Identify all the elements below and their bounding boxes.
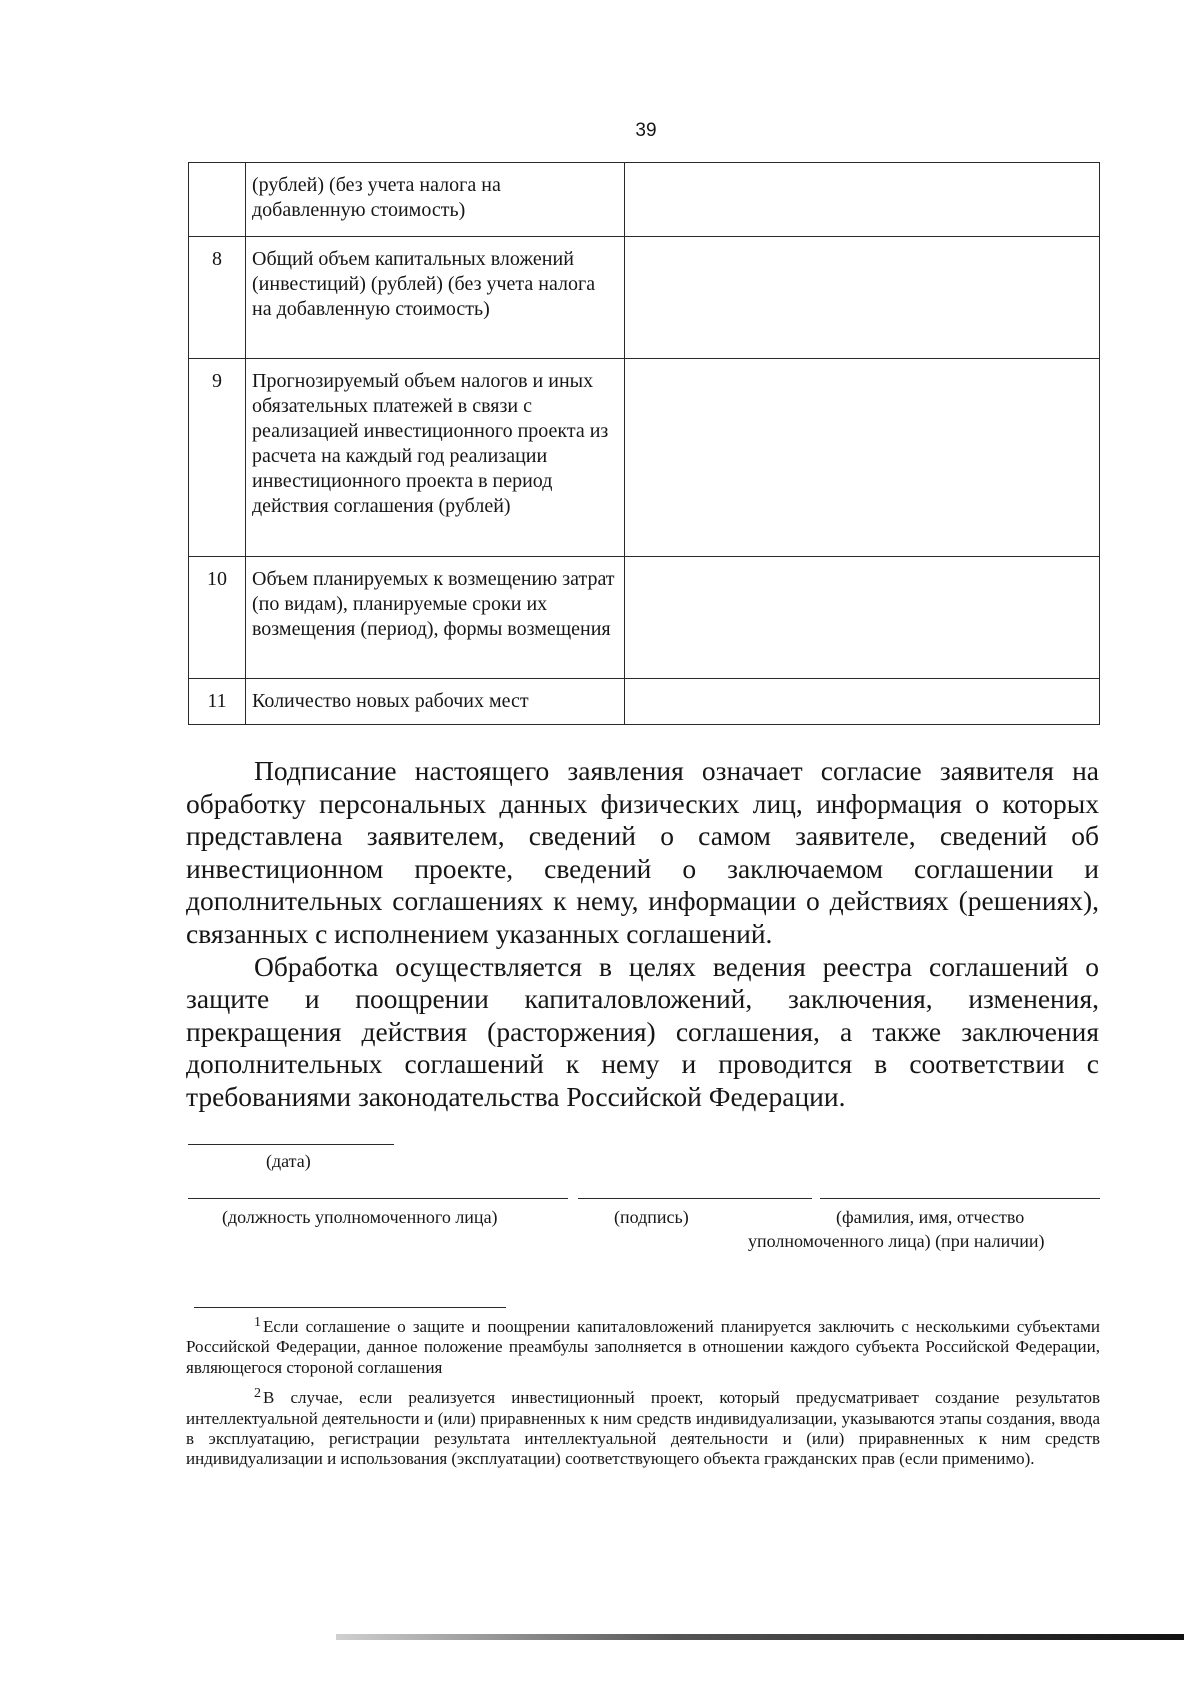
row-description: Количество новых рабочих мест — [246, 679, 625, 725]
row-number: 9 — [189, 359, 246, 557]
position-line[interactable] — [188, 1198, 568, 1199]
row-value-cell[interactable] — [625, 163, 1100, 237]
row-description: Общий объем капитальных вложений (инвестиций) (рублей) (без учета налога на добавленную стоимость) — [246, 237, 625, 359]
row-number: 11 — [189, 679, 246, 725]
footnote-1 — [186, 1313, 1100, 1378]
table-row — [189, 359, 1100, 557]
row-value-cell[interactable] — [625, 359, 1100, 557]
footnote-2 — [186, 1384, 1100, 1470]
table-row — [189, 679, 1100, 725]
application-table — [188, 162, 1100, 725]
row-description: Прогнозируемый объем налогов и иных обязательных платежей в связи с реализацией инвестиционного проекта из расчета на каждый год реализации инвестиционного проекта в период действия соглашения (рублей) — [246, 359, 625, 557]
position-caption: (должность уполномоченного лица) — [222, 1207, 498, 1227]
signature-line[interactable] — [578, 1198, 812, 1199]
date-line[interactable] — [188, 1144, 394, 1145]
row-number — [189, 163, 246, 237]
row-value-cell[interactable] — [625, 679, 1100, 725]
row-value-cell[interactable] — [625, 237, 1100, 359]
consent-paragraph-1: Подписание настоящего заявления означает согласие заявителя на обработку персональных данных физических лиц, информация о которых представлена заявителем, сведений о самом заявителе, сведений об инвестиционном проекте, сведений о заключаемом соглашении и дополнительных соглашениях к нему, информации о действиях (решениях), связанных с исполнением указанных соглашений. — [186, 755, 1099, 949]
footnote-separator — [194, 1307, 506, 1308]
signature-caption: (подпись) — [614, 1207, 689, 1227]
consent-paragraph-2: Обработка осуществляется в целях ведения реестра соглашений о защите и поощрении капиталовложений, заключения, изменения, прекращения действия (расторжения) соглашения, а также заключения дополнительных соглашений к нему и проводится в соответствии с требованиями законодательства Российской Федерации. — [186, 950, 1099, 1112]
page-number: 39 — [635, 120, 657, 141]
full-name-line[interactable] — [820, 1198, 1100, 1199]
footnote-text: В случае, если реализуется инвестиционный проект, который предусматривает создание результатов интеллектуальной деятельности и (или) приравненных к ним средств индивидуализации, указываются этапы создания, ввода в эксплуатацию, регистрации результата интеллектуальной деятельности и (или) приравненных к ним средств индивидуализации и использования (эксплуатации) соответствующего объекта гражданских прав (если применимо). — [186, 1388, 1100, 1469]
footnote-text: Если соглашение о защите и поощрении капиталовложений планируется заключить с несколькими субъектами Российской Федерации, данное положение преамбулы заполняется в отношении каждого субъекта Российской Федерации, являющегося стороной соглашения — [186, 1317, 1100, 1377]
row-value-cell[interactable] — [625, 557, 1100, 679]
row-description: (рублей) (без учета налога на добавленную стоимость) — [246, 163, 625, 237]
row-description: Объем планируемых к возмещению затрат (по видам), планируемые сроки их возмещения (период), формы возмещения — [246, 557, 625, 679]
footnote-mark: 2 — [254, 1386, 261, 1402]
consent-text — [186, 755, 1099, 1114]
table-row — [189, 237, 1100, 359]
row-number: 10 — [189, 557, 246, 679]
date-caption: (дата) — [266, 1151, 311, 1171]
full-name-caption-line2: уполномоченного лица) (при наличии) — [748, 1231, 1045, 1251]
scan-edge-bar — [336, 1634, 1184, 1640]
table-row — [189, 163, 1100, 237]
full-name-caption-line1: (фамилия, имя, отчество — [836, 1207, 1025, 1227]
footnote-mark: 1 — [254, 1315, 261, 1330]
row-number: 8 — [189, 237, 246, 359]
footnotes — [186, 1313, 1100, 1476]
table-row — [189, 557, 1100, 679]
